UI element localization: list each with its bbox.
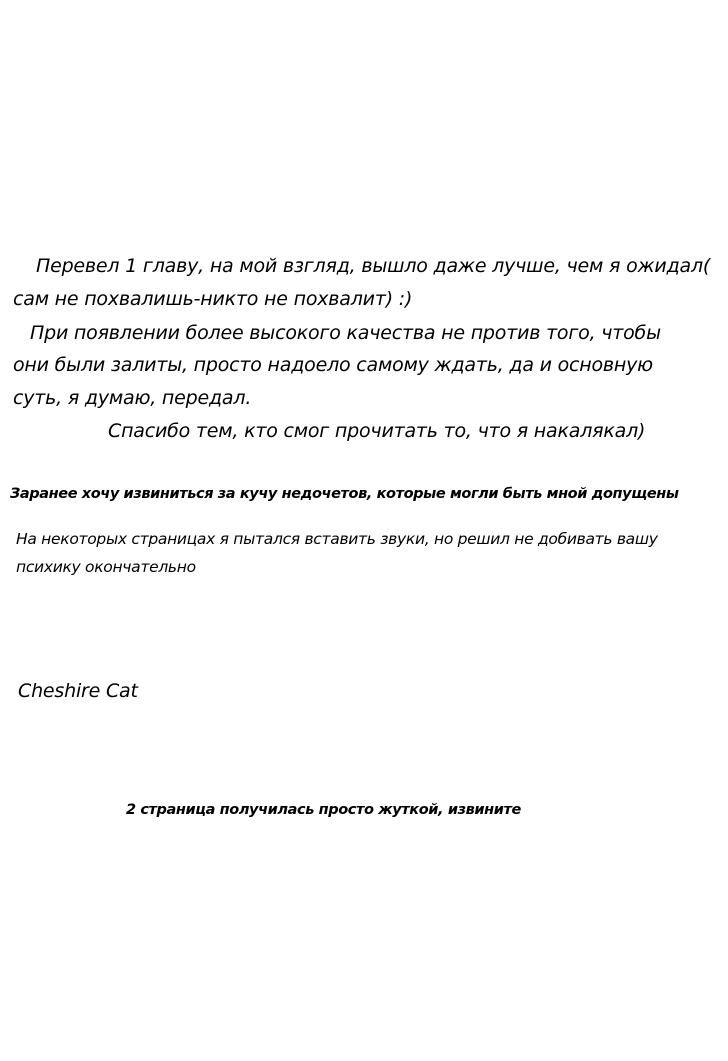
para2-line-1: При появлении более высокого качества не против того, чтобы [30, 322, 661, 344]
footer-note: 2 страница получилась просто жуткой, извините [126, 802, 521, 818]
para1-line-1: Перевел 1 главу, на мой взгляд, вышло даже лучше, чем я ожидал( [36, 255, 711, 277]
para1-line-2: сам не похвалишь-никто не похвалит) :) [13, 288, 413, 310]
apology-line: Заранее хочу извиниться за кучу недочетов, которые могли быть мной допущены [10, 486, 679, 502]
thanks-line: Спасибо тем, кто смог прочитать то, что я накалякал) [108, 420, 646, 442]
para2-line-3: суть, я думаю, передал. [13, 387, 252, 409]
sounds-line-1: На некоторых страницах я пытался вставить звуки, но решил не добивать вашу [16, 530, 658, 548]
para2-line-2: они были залиты, просто надоело самому ждать, да и основную [13, 354, 653, 376]
sounds-line-2: психику окончательно [16, 558, 196, 576]
signature: Cheshire Cat [18, 680, 138, 702]
